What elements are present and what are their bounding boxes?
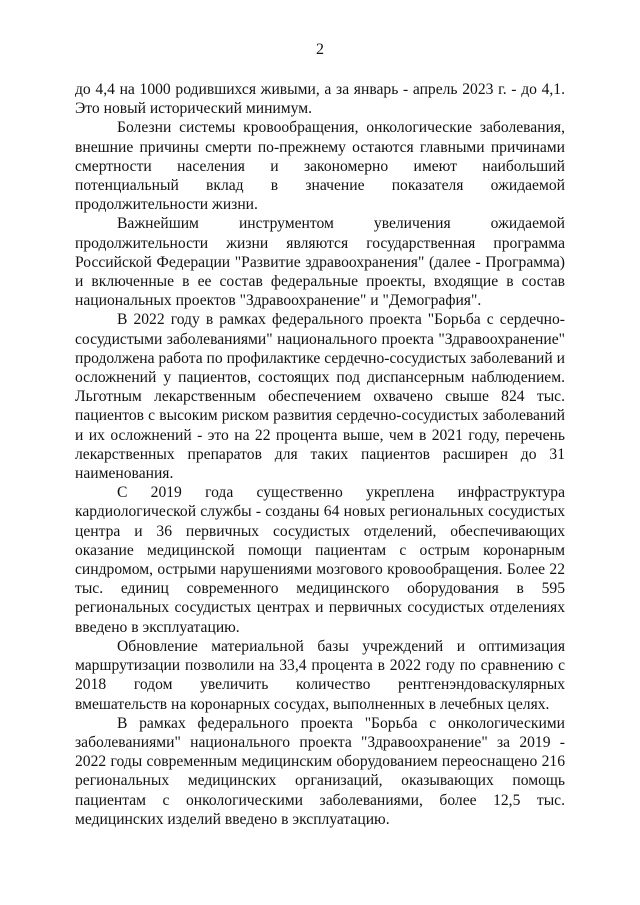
document-body — [75, 80, 565, 829]
paragraph-routing-optimization: Обновление материальной базы учреждений и оптимизация маршрутизации позволили на 33,4 процента в 2022 году по сравнению с 2018 годом увеличить количество рентгенэндоваскулярных вмешательств на коронарных сосудах, выполненных в лечебных целях. — [75, 637, 565, 713]
paragraph-cardiovascular-project: В 2022 году в рамках федерального проекта "Борьба с сердечно-сосудистыми заболеваниями" национального проекта "Здравоохранение" продолжена работа по профилактике сердечно-сосудистых заболеваний и осложнений у пациентов, состоящих под диспансерным наблюдением. Льготным лекарственным обеспечением охвачено свыше 824 тыс. пациентов с высоким риском развития сердечно-сосудистых заболеваний и их осложнений - это на 22 процента выше, чем в 2021 году, перечень лекарственных препаратов для таких пациентов расширен до 31 наименования. — [75, 311, 565, 483]
page-number: 2 — [316, 41, 324, 58]
paragraph-cardiology-infrastructure: С 2019 года существенно укреплена инфраструктура кардиологической службы - созданы 64 новых региональных сосудистых центра и 36 первичных сосудистых отделений, обеспечивающих оказание медицинской помощи пациентам с острым коронарным синдромом, острыми нарушениями мозгового кровообращения. Более 22 тыс. единиц современного медицинского оборудования в 595 региональных сосудистых центрах и первичных сосудистых отделениях введено в эксплуатацию. — [75, 484, 565, 636]
paragraph-state-program: Важнейшим инструментом увеличения ожидаемой продолжительности жизни являются государственная программа Российской Федерации "Развитие здравоохранения" (далее - Программа) и включенные в ее состав федеральные проекты, входящие в состав национальных проектов "Здравоохранение" и "Демография". — [75, 215, 565, 310]
paragraph-continuation: до 4,4 на 1000 родившихся живыми, а за январь - апрель 2023 г. - до 4,1. Это новый исторический минимум. — [75, 81, 565, 118]
paragraph-oncology-project: В рамках федерального проекта "Борьба с онкологическими заболеваниями" национального проекта "Здравоохранение" за 2019 - 2022 годы современным медицинским оборудованием переоснащено 216 региональных медицинских организаций, оказывающих помощь пациентам с онкологическими заболеваниями, более 12,5 тыс. медицинских изделий введено в эксплуатацию. — [75, 714, 565, 828]
paragraph-causes-of-death: Болезни системы кровообращения, онкологические заболевания, внешние причины смерти по-прежнему остаются главными причинами смертности населения и закономерно имеют наибольший потенциальный вклад в значение показателя ожидаемой продолжительности жизни. — [75, 119, 565, 214]
